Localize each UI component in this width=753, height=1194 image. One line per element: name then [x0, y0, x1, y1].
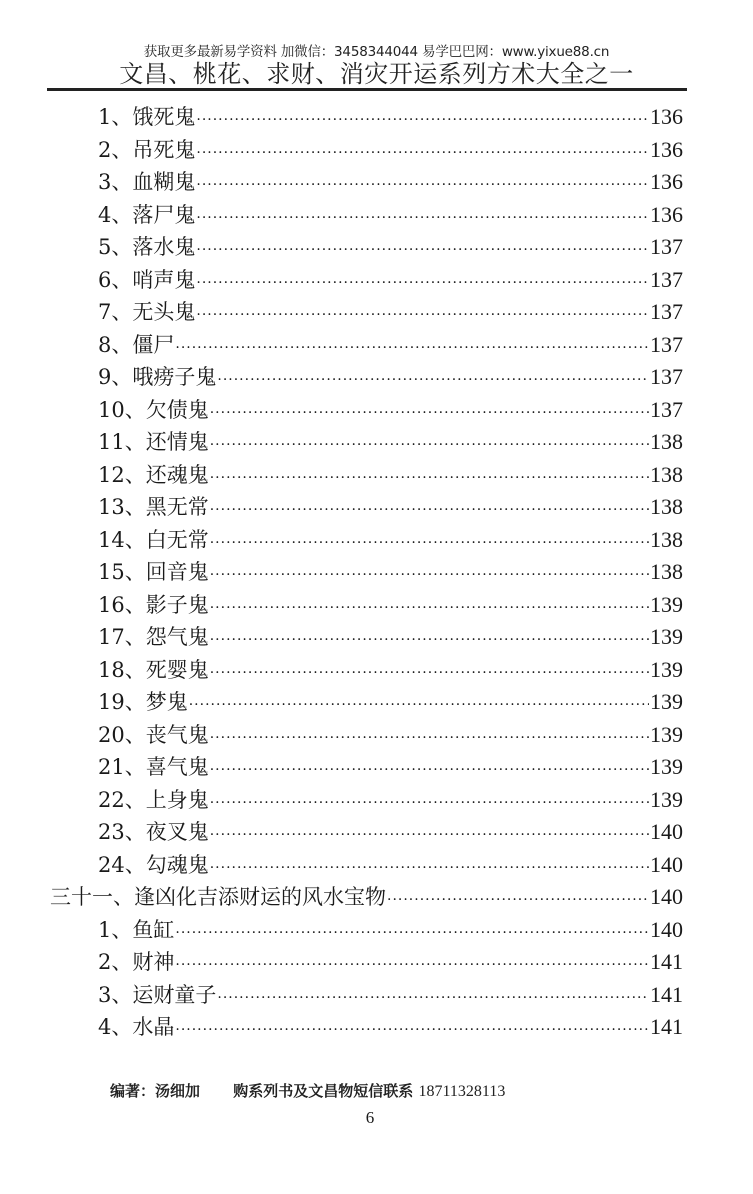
toc-entry-label: 8、僵尸: [98, 332, 175, 357]
toc-entry: [98, 622, 683, 652]
toc-entry-page: 138: [650, 429, 683, 454]
leader-dots: [210, 463, 649, 493]
toc-entry: [98, 200, 683, 230]
toc-entry-label: 6、哨声鬼: [98, 267, 196, 292]
toc-entry-page: 136: [650, 169, 683, 194]
leader-dots: [210, 398, 649, 428]
leader-dots: [210, 658, 649, 688]
toc-entry-label: 13、黑无常: [98, 495, 209, 519]
toc-entry-label: 1、饿死鬼: [98, 105, 196, 129]
toc-entry-label: 2、财神: [98, 950, 175, 974]
toc-entry-label: 23、夜叉鬼: [98, 820, 209, 844]
toc-entry-label: 12、还魂鬼: [98, 462, 209, 487]
leader-dots: [210, 820, 649, 850]
toc-entry-label: 7、无头鬼: [98, 300, 196, 324]
running-header-title: 文昌、桃花、求财、消灾开运系列方术大全之一: [119, 60, 634, 88]
toc-entry: [98, 1012, 683, 1042]
leader-dots: [217, 365, 649, 395]
toc-entry-page: 137: [650, 396, 683, 422]
watermark-text: 获取更多最新易学资料 加微信：3458344044 易学巴巴网：www.yixue88.cn: [143, 44, 610, 60]
leader-dots: [196, 235, 649, 265]
toc-entry-page: 137: [650, 266, 683, 292]
toc-entry-label: 16、影子鬼: [98, 592, 209, 617]
leader-dots: [210, 723, 649, 753]
toc-entry-page: 137: [650, 234, 683, 259]
footer-phone: 18711328113: [418, 1083, 506, 1100]
leader-dots: [217, 983, 649, 1013]
leader-dots: [196, 268, 649, 298]
toc-entry-label: 14、白无常: [98, 527, 209, 552]
toc-entry-label: 3、血糊鬼: [98, 170, 196, 194]
toc-entry: [98, 167, 683, 197]
leader-dots: [189, 690, 649, 720]
toc-entry-page: 139: [650, 591, 683, 617]
toc-entry-page: 136: [650, 136, 683, 162]
toc-entry-label: 17、怨气鬼: [98, 625, 209, 649]
toc-entry: [98, 785, 683, 815]
toc-entry-page: 138: [650, 559, 683, 584]
footer-contact: 购系列书及文昌物短信联系: [233, 1082, 414, 1100]
toc-entry-page: 138: [650, 526, 683, 552]
toc-entry-label: 22、上身鬼: [98, 787, 209, 812]
toc-entry: [98, 980, 683, 1010]
toc-entry-page: 141: [650, 949, 683, 974]
toc-entry: [98, 915, 683, 945]
toc-entry-page: 141: [650, 981, 683, 1007]
leader-dots: [175, 1015, 649, 1045]
leader-dots: [196, 170, 649, 200]
toc-entry: [98, 460, 683, 490]
toc-entry-page: 139: [650, 721, 683, 747]
leader-dots: [387, 885, 649, 915]
toc-entry-page: 140: [650, 916, 683, 942]
toc-entry-page: 137: [650, 299, 683, 324]
footer: [110, 1080, 505, 1101]
toc-entry: [98, 297, 683, 327]
toc-entry: [98, 850, 683, 880]
leader-dots: [196, 203, 649, 233]
toc-entry-page: 138: [650, 461, 683, 487]
toc-entry-page: 137: [650, 364, 683, 389]
leader-dots: [210, 788, 649, 818]
leader-dots: [175, 918, 649, 948]
toc-entry-label: 19、梦鬼: [98, 690, 188, 714]
leader-dots: [210, 495, 649, 525]
toc-entry-label: 三十一、逢凶化吉添财运的风水宝物: [50, 885, 386, 909]
toc-entry-page: 136: [650, 201, 683, 227]
toc-entry: [98, 590, 683, 620]
header-rule: [47, 88, 687, 91]
leader-dots: [175, 333, 649, 363]
toc-entry: [98, 362, 683, 392]
toc-entry: [98, 687, 683, 717]
toc-entry-page: 137: [650, 331, 683, 357]
toc-entry: [98, 720, 683, 750]
leader-dots: [196, 105, 649, 135]
leader-dots: [175, 950, 649, 980]
toc-entry-label: 5、落水鬼: [98, 235, 196, 259]
toc-entry-label: 1、鱼缸: [98, 917, 175, 942]
toc-entry-label: 10、欠债鬼: [98, 397, 209, 422]
toc-entry-page: 140: [650, 884, 683, 909]
leader-dots: [210, 755, 649, 785]
toc-entry: [98, 492, 683, 522]
leader-dots: [196, 138, 649, 168]
toc-entry-page: 139: [650, 754, 683, 779]
footer-author: 编著：汤细加: [110, 1082, 201, 1100]
toc-entry: [98, 330, 683, 360]
toc-section-entry: [50, 882, 683, 912]
toc-entry-label: 15、回音鬼: [98, 560, 209, 584]
toc-entry: [98, 525, 683, 555]
toc-entry-label: 21、喜气鬼: [98, 755, 209, 779]
toc-entry-label: 4、水晶: [98, 1015, 175, 1039]
toc-entry-label: 2、吊死鬼: [98, 137, 196, 162]
toc-entry-label: 4、落尸鬼: [98, 202, 196, 227]
toc-entry-page: 139: [650, 656, 683, 682]
toc-entry: [98, 427, 683, 457]
page-number: 6: [365, 1108, 375, 1127]
leader-dots: [210, 528, 649, 558]
toc-entry-page: 140: [650, 851, 683, 877]
leader-dots: [210, 593, 649, 623]
toc-entry-page: 136: [650, 104, 683, 129]
toc-entry-label: 11、还情鬼: [98, 430, 209, 454]
toc-entry-page: 138: [650, 494, 683, 519]
toc-entry-page: 141: [650, 1014, 683, 1039]
toc-entry: [98, 395, 683, 425]
toc-entry: [98, 947, 683, 977]
toc-entry-page: 139: [650, 624, 683, 649]
toc-entry: [98, 655, 683, 685]
toc-entry-page: 140: [650, 819, 683, 844]
toc-entry-page: 139: [650, 689, 683, 714]
toc-entry: [98, 557, 683, 587]
leader-dots: [210, 430, 649, 460]
toc-entry-label: 24、勾魂鬼: [98, 852, 209, 877]
toc-entry-label: 18、死婴鬼: [98, 657, 209, 682]
toc-entry: [98, 102, 683, 132]
toc-entry: [98, 135, 683, 165]
toc-entry: [98, 817, 683, 847]
toc-entry: [98, 232, 683, 262]
toc-entry-label: 9、哦痨子鬼: [98, 365, 217, 389]
toc-entry: [98, 265, 683, 295]
toc-entry-label: 3、运财童子: [98, 982, 217, 1007]
leader-dots: [210, 560, 649, 590]
leader-dots: [210, 625, 649, 655]
leader-dots: [210, 853, 649, 883]
toc-entry-page: 139: [650, 786, 683, 812]
toc-entry-label: 20、丧气鬼: [98, 722, 209, 747]
leader-dots: [196, 300, 649, 330]
toc-entry: [98, 752, 683, 782]
